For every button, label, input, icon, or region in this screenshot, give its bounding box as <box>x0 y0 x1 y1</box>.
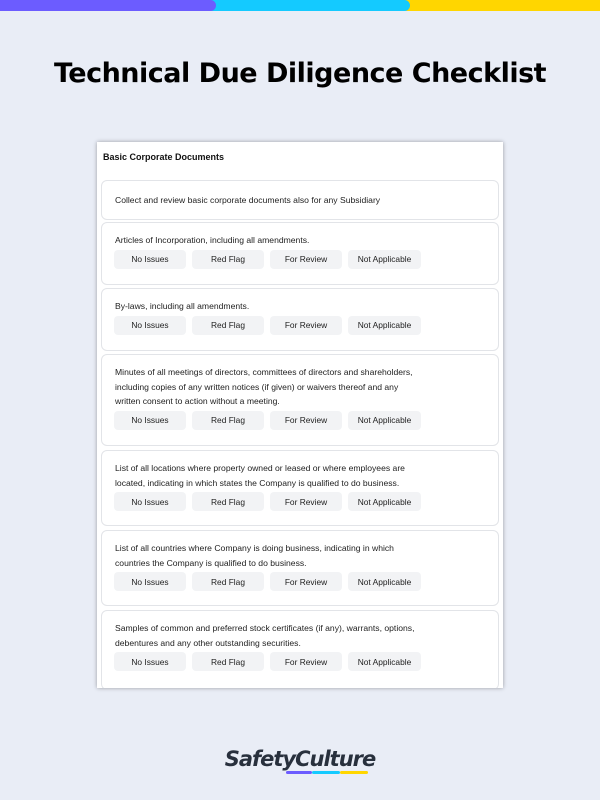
item-text: By-laws, including all amendments. <box>115 301 250 311</box>
response-options <box>114 572 421 591</box>
page-title: Technical Due Diligence Checklist <box>53 58 547 89</box>
item-text: Minutes of all meetings of directors, committees of directors and shareholders, including copies of any written notices (if given) or waivers thereof and any written consent to action without a meeting. <box>115 367 413 406</box>
safetyculture-logo: SafetyCulture <box>224 747 376 771</box>
for-review-button[interactable]: For Review <box>270 652 342 671</box>
no-issues-button[interactable]: No Issues <box>114 492 186 511</box>
checklist-card <box>97 142 503 688</box>
response-options <box>114 411 421 430</box>
no-issues-button[interactable]: No Issues <box>114 411 186 430</box>
accent-bar-purple <box>0 0 216 11</box>
intro-item <box>101 180 499 220</box>
red-flag-button[interactable]: Red Flag <box>192 316 264 335</box>
red-flag-button[interactable]: Red Flag <box>192 250 264 269</box>
red-flag-button[interactable]: Red Flag <box>192 652 264 671</box>
logo-underline-purple <box>286 771 312 774</box>
section-title: Basic Corporate Documents <box>103 152 225 162</box>
for-review-button[interactable]: For Review <box>270 250 342 269</box>
red-flag-button[interactable]: Red Flag <box>192 492 264 511</box>
not-applicable-button[interactable]: Not Applicable <box>348 572 421 591</box>
for-review-button[interactable]: For Review <box>270 572 342 591</box>
for-review-button[interactable]: For Review <box>270 492 342 511</box>
response-options <box>114 652 421 671</box>
checklist-item <box>101 450 499 526</box>
no-issues-button[interactable]: No Issues <box>114 652 186 671</box>
no-issues-button[interactable]: No Issues <box>114 572 186 591</box>
not-applicable-button[interactable]: Not Applicable <box>348 250 421 269</box>
checklist-item <box>101 288 499 351</box>
response-options <box>114 316 421 335</box>
logo-underline-cyan <box>312 771 340 774</box>
not-applicable-button[interactable]: Not Applicable <box>348 652 421 671</box>
for-review-button[interactable]: For Review <box>270 411 342 430</box>
item-text: List of all countries where Company is doing business, indicating in which countries the Company is qualified to do business. <box>115 543 394 568</box>
checklist-item <box>101 530 499 606</box>
not-applicable-button[interactable]: Not Applicable <box>348 411 421 430</box>
no-issues-button[interactable]: No Issues <box>114 316 186 335</box>
for-review-button[interactable]: For Review <box>270 316 342 335</box>
not-applicable-button[interactable]: Not Applicable <box>348 316 421 335</box>
no-issues-button[interactable]: No Issues <box>114 250 186 269</box>
red-flag-button[interactable]: Red Flag <box>192 572 264 591</box>
item-text: List of all locations where property owned or leased or where employees are located, indicating in which states the Company is qualified to do business. <box>115 463 405 488</box>
checklist-item <box>101 222 499 285</box>
logo-underline-yellow <box>340 771 368 774</box>
item-text: Articles of Incorporation, including all amendments. <box>115 235 310 245</box>
checklist-item <box>101 354 499 446</box>
checklist-item <box>101 610 499 688</box>
item-text: Samples of common and preferred stock certificates (if any), warrants, options, debentures and any other outstanding securities. <box>115 623 415 648</box>
intro-text: Collect and review basic corporate documents also for any Subsidiary <box>115 195 381 205</box>
red-flag-button[interactable]: Red Flag <box>192 411 264 430</box>
not-applicable-button[interactable]: Not Applicable <box>348 492 421 511</box>
response-options <box>114 492 421 511</box>
response-options <box>114 250 421 269</box>
